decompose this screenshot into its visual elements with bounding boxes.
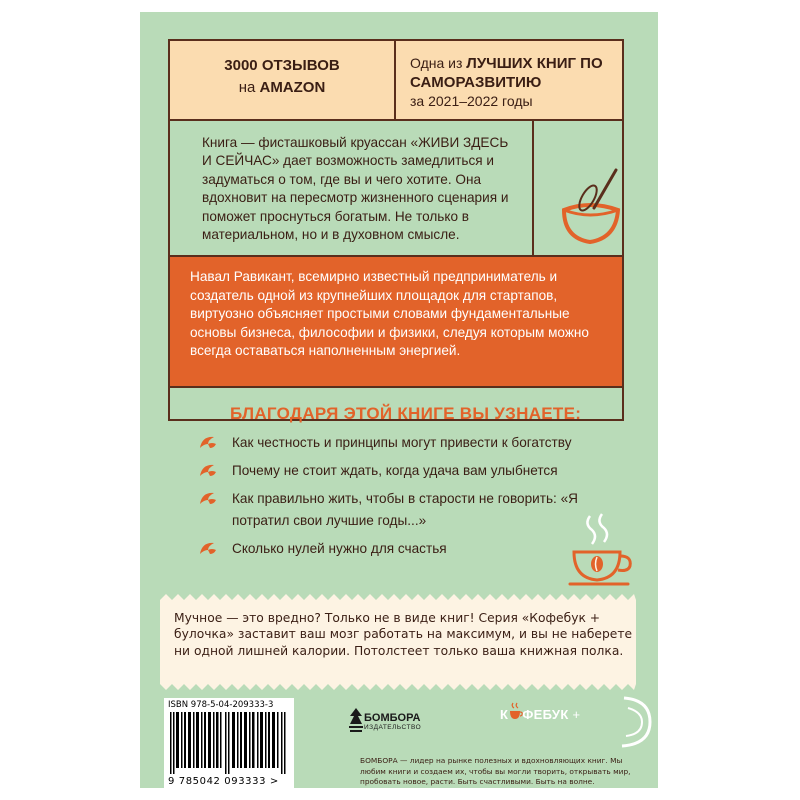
- author-text: Навал Равикант, всемирно известный предприниматель и создатель одной из крупнейших площадок для стартапов, виртуозно объясняет простыми словами фундаментальные основы бизнеса, философии и физики, следуя которым можно всегда оставаться наполненным энергией.: [190, 269, 589, 359]
- publisher-name: БОМБОРА: [364, 712, 421, 724]
- banner-divider: [394, 41, 396, 119]
- whisk-bowl-icon: [550, 162, 630, 252]
- croissant-icon: [198, 540, 218, 558]
- zigzag-edge-bottom: [160, 684, 636, 690]
- intro-divider: [532, 121, 534, 261]
- publisher-sub: ИЗДАТЕЛЬСТВО: [364, 724, 422, 731]
- list-item: Сколько нулей нужно для счастья: [198, 538, 618, 560]
- bombora-logo-icon: [348, 706, 364, 736]
- top-banner: [168, 39, 624, 121]
- best-books-badge: Одна из ЛУЧШИХ КНИГ ПО САМОРАЗВИТИЮ за 2021–2022 годы: [410, 55, 603, 109]
- zigzag-edge-top: [160, 594, 636, 600]
- series-note-text: Мучное — это вредно? Только не в виде книг! Серия «Кофебук + булочка» заставит ваш мозг работать на максимум, и вы не наберете ни одной лишней калории. Потолстеет только ваша книжная полка.: [174, 611, 633, 658]
- learn-heading: БЛАГОДАРЯ ЭТОЙ КНИГЕ ВЫ УЗНАЕТЕ:: [230, 404, 582, 423]
- series-logo: К ФЕБУК +: [500, 707, 581, 722]
- book-back-cover: [140, 12, 658, 788]
- list-item: Как правильно жить, чтобы в старости не говорить: «Я потратил свои лучшие годы...»: [198, 488, 618, 532]
- reviews-source-line: на AMAZON: [238, 79, 326, 96]
- croissant-icon: [198, 462, 218, 480]
- isbn-text: ISBN 978-5-04-209333-3: [168, 700, 274, 710]
- reviews-count: 3000 ОТЗЫВОВ: [224, 57, 340, 74]
- barcode-block: [164, 698, 294, 788]
- publisher-about: БОМБОРА — лидер на рынке полезных и вдохновляющих книг. Мы любим книги и создаем их, чтобы вы могли творить, открывать мир, пробовать новое, расти. Быть счастливыми. Быть на волне.: [360, 756, 631, 786]
- best-books-highlight: ЛУЧШИХ КНИГ ПО САМОРАЗВИТИЮ: [410, 55, 603, 91]
- barcode-icon: [168, 712, 290, 774]
- barcode-number: 9 785042 093333 >: [168, 776, 279, 787]
- author-block: [168, 255, 624, 388]
- croissant-icon: [614, 694, 656, 750]
- reviews-badge: [170, 55, 394, 99]
- croissant-icon: [198, 490, 218, 508]
- best-books-years: за 2021–2022 годы: [410, 93, 533, 109]
- list-item: Почему не стоит ждать, когда удача вам улыбнется: [198, 460, 618, 482]
- learn-list: [198, 432, 618, 566]
- series-note: [160, 600, 636, 684]
- list-item: Как честность и принципы могут привести к богатству: [198, 432, 618, 454]
- intro-text: Книга — фисташковый круассан «ЖИВИ ЗДЕСЬ И СЕЙЧАС» дает возможность замедлиться и задуматься о том, где вы и чего хотите. Она вдохновит на пересмотр жизненного сценария и поможет проснуться богатым. Не только в материальном, но и в духовном смысле.: [202, 135, 509, 243]
- coffee-cup-icon: [568, 512, 638, 592]
- coffee-cup-icon: [508, 702, 524, 722]
- croissant-icon: [198, 434, 218, 452]
